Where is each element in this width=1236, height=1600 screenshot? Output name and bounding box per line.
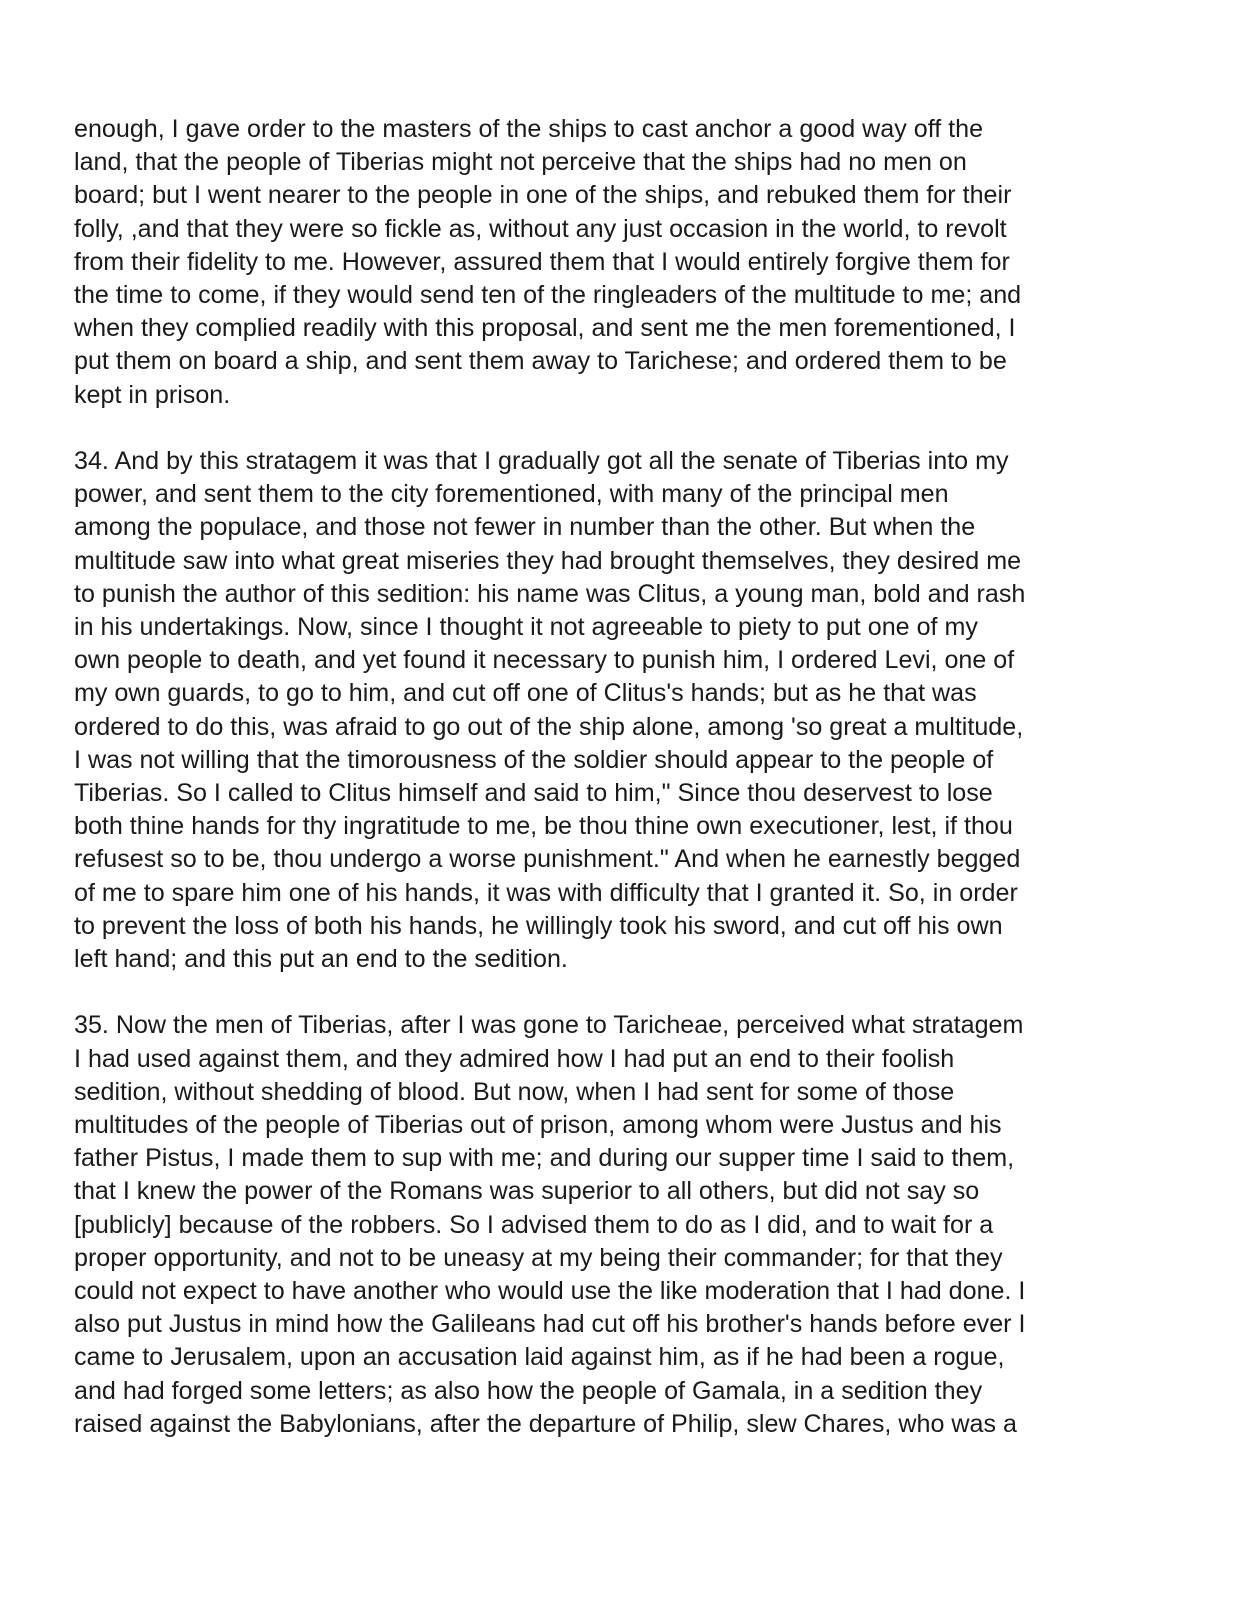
document-body [74,113,1154,1474]
paragraph [74,1009,1154,1441]
text-line: when they complied readily with this proposal, and sent me the men forementioned, I [74,314,1016,343]
text-line: enough, I gave order to the masters of the ships to cast anchor a good way off the [74,115,984,143]
text-line: proper opportunity, and not to be uneasy at my being their commander; for that they [74,1243,1003,1272]
text-line: power, and sent them to the city forementioned, with many of the principal men [74,480,949,509]
text-line: raised against the Babylonians, after the departure of Philip, slew Chares, who was a [74,1409,1017,1438]
text-line: I was not willing that the timorousness of the soldier should appear to the people of [74,745,994,774]
text-line: board; but I went nearer to the people in one of the ships, and rebuked them for their [74,181,1012,210]
text-line: from their fidelity to me. However, assured them that I would entirely forgive them for [74,247,1010,276]
text-line: of me to spare him one of his hands, it was with difficulty that I granted it. So, in order [74,878,1018,907]
text-line: that I knew the power of the Romans was superior to all others, but did not say so [74,1177,980,1206]
text-line: left hand; and this put an end to the sedition. [74,945,568,974]
text-line: ordered to do this, was afraid to go out of the ship alone, among 'so great a multitude, [74,712,1024,741]
paragraph [74,445,1154,976]
text-line: and had forged some letters; as also how the people of Gamala, in a sedition they [74,1376,983,1405]
text-line: own people to death, and yet found it necessary to punish him, I ordered Levi, one of [74,646,1015,675]
text-line: folly, ,and that they were so fickle as, without any just occasion in the world, to revolt [74,214,1007,243]
text-line: the time to come, if they would send ten of the ringleaders of the multitude to me; and [74,281,1022,310]
text-line: my own guards, to go to him, and cut off one of Clitus's hands; but as he that was [74,679,977,708]
paragraph [74,113,1154,412]
text-line: sedition, without shedding of blood. But now, when I had sent for some of those [74,1077,955,1106]
text-line: land, that the people of Tiberias might not perceive that the ships had no men on [74,148,967,177]
text-line: kept in prison. [74,380,231,409]
text-line: [publicly] because of the robbers. So I advised them to do as I did, and to wait for a [74,1210,994,1239]
text-line: I had used against them, and they admired how I had put an end to their foolish [74,1044,955,1073]
text-line: among the populace, and those not fewer in number than the other. But when the [74,513,976,542]
text-line: multitude saw into what great miseries they had brought themselves, they desired me [74,546,1022,575]
text-line: came to Jerusalem, upon an accusation laid against him, as if he had been a rogue, [74,1343,1005,1372]
text-line: to prevent the loss of both his hands, he willingly took his sword, and cut off his own [74,911,1003,940]
text-line: could not expect to have another who would use the like moderation that I had done. I [74,1277,1026,1306]
text-line: Tiberias. So I called to Clitus himself and said to him," Since thou deservest to lose [74,779,993,808]
text-line: refusest so to be, thou undergo a worse punishment." And when he earnestly begged [74,845,1021,874]
text-line: 34. And by this stratagem it was that I gradually got all the senate of Tiberias into my [74,447,1009,476]
text-line: both thine hands for thy ingratitude to me, be thou thine own executioner, lest, if thou [74,812,1013,841]
text-line: multitudes of the people of Tiberias out of prison, among whom were Justus and his [74,1111,1002,1140]
text-line: put them on board a ship, and sent them away to Tarichese; and ordered them to be [74,347,1007,376]
text-line: also put Justus in mind how the Galileans had cut off his brother's hands before ever I [74,1310,1026,1339]
text-line: to punish the author of this sedition: his name was Clitus, a young man, bold and rash [74,579,1026,608]
text-line: in his undertakings. Now, since I thought it not agreeable to piety to put one of my [74,613,978,642]
text-line: 35. Now the men of Tiberias, after I was gone to Taricheae, perceived what stratagem [74,1011,1024,1040]
text-line: father Pistus, I made them to sup with me; and during our supper time I said to them, [74,1144,1015,1173]
